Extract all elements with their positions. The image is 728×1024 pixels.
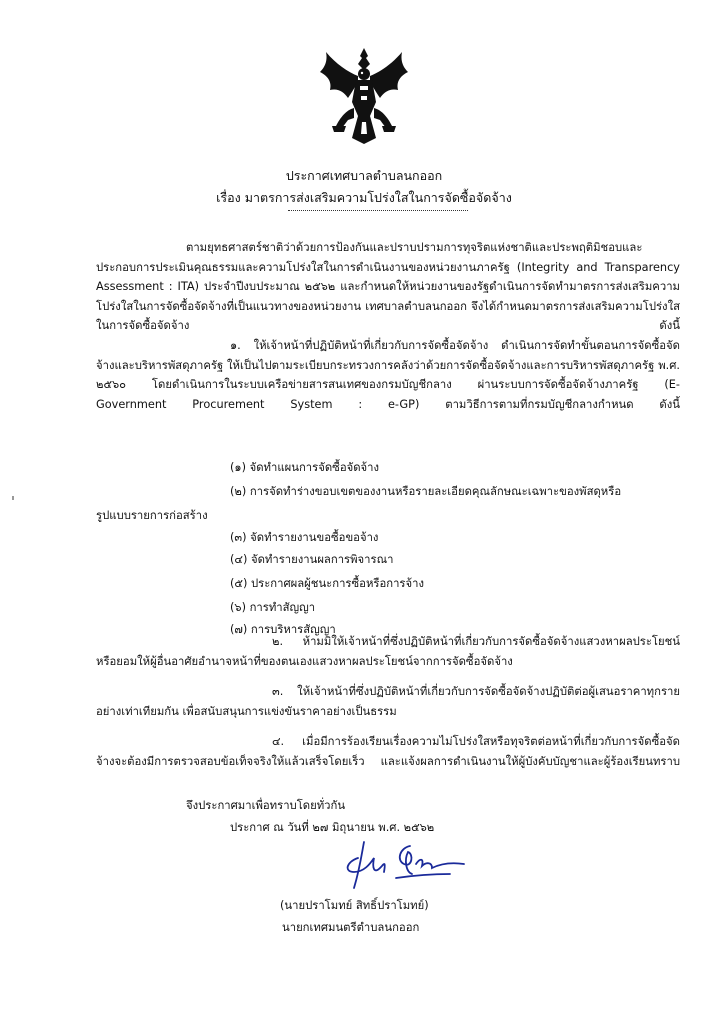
signer-position: นายกเทศมนตรีตำบลนกออก xyxy=(282,921,420,934)
subitem-6: (๖) การทำสัญญา xyxy=(230,601,316,614)
subitem-4: (๔) จัดทำรายงานผลการพิจารณา xyxy=(230,553,394,566)
closing-line: จึงประกาศมาเพื่อทราบโดยทั่วกัน xyxy=(186,799,346,812)
subitem-3: (๓) จัดทำรายงานขอซื้อขอจ้าง xyxy=(230,531,379,544)
item-4-paragraph: ๔. เมื่อมีการร้องเรียนเรื่องความไม่โปร่งใสหรือทุจริตต่อหน้าที่เกี่ยวกับการจัดซื้อจัดจ้างจะต้องมีการตรวจสอบข้อเท็จจริงให้แล้วเสร็จโดยเร็ว และแจ้งผลการดำเนินงานให้ผู้บังคับบัญชาและผู้ร้องเรียนทราบ xyxy=(96,735,680,768)
separator-dots xyxy=(288,210,468,217)
subitem-5: (๕) ประกาศผลผู้ชนะการซื้อหรือการจ้าง xyxy=(230,577,424,590)
intro-paragraph: ตามยุทธศาสตร์ชาติว่าด้วยการป้องกันและปราบปรามการทุจริตแห่งชาติและประพฤติมิชอบและประกอบการประเมินคุณธรรมและความโปร่งใสในการดำเนินงานของหน่วยงานภาครัฐ (Integrity and Transparency Assessment : ITA) ประจำปีงบประมาณ ๒๕๖๒ และกำหนดให้หน่วยงานของรัฐดำเนินการจัดทำมาตรการส่งเสริมความโปร่งใสในการจัดซื้อจัดจ้างที่เป็นแนวทางของหน่วยงาน เทศบาลตำบลนกออก จึงได้กำหนดมาตรการส่งเสริมความโปร่งใสในการจัดซื้อจัดจ้าง ดังนี้ xyxy=(96,241,680,333)
handwritten-signature xyxy=(340,838,468,892)
subitem-1: (๑) จัดทำแผนการจัดซื้อจัดจ้าง xyxy=(230,461,380,474)
announcement-org: ประกาศเทศบาลตำบลนกออก xyxy=(285,168,443,183)
garuda-emblem xyxy=(318,46,410,146)
subitem-7: (๗) การบริหารสัญญา xyxy=(230,623,336,636)
item-3-paragraph: ๓. ให้เจ้าหน้าที่ซึ่งปฏิบัติหน้าที่เกี่ยวกับการจัดซื้อจัดจ้างปฏิบัติต่อผู้เสนอราคาทุกรายอย่างเท่าเทียมกัน เพื่อสนับสนุนการแข่งขันราคาอย่างเป็นธรรม xyxy=(96,685,680,718)
date-line: ประกาศ ณ วันที่ ๒๗ มิถุนายน พ.ศ. ๒๕๖๒ xyxy=(230,821,435,834)
subitem-2-continued: รูปแบบรายการก่อสร้าง xyxy=(96,509,208,522)
signer-name: (นายปราโมทย์ สิทธิ์ปราโมทย์) xyxy=(280,899,429,912)
item-1-paragraph: ๑. ให้เจ้าหน้าที่ปฏิบัติหน้าที่เกี่ยวกับการจัดซื้อจัดจ้าง ดำเนินการจัดทำขั้นตอนการจัดซื้อจัดจ้างและบริหารพัสดุภาครัฐ ให้เป็นไปตามระเบียบกระทรวงการคลังว่าด้วยการจัดซื้อจัดจ้างและการบริหารพัสดุภาครัฐ พ.ศ. ๒๕๖๐ โดยดำเนินการในระบบเครือข่ายสารสนเทศของกรมบัญชีกลาง ผ่านระบบการจัดซื้อจัดจ้างภาครัฐ (E-Government Procurement System : e-GP) ตามวิธีการตามที่กรมบัญชีกลางกำหนด ดังนี้ xyxy=(96,339,680,411)
announcement-subject: เรื่อง มาตรการส่งเสริมความโปร่งใสในการจัดซื้อจัดจ้าง xyxy=(216,190,512,205)
subitem-2: (๒) การจัดทำร่างขอบเขตของงานหรือรายละเอียดคุณลักษณะเฉพาะของพัสดุหรือ xyxy=(230,485,622,498)
item-2-paragraph: ๒. ห้ามมิให้เจ้าหน้าที่ซึ่งปฏิบัติหน้าที่เกี่ยวกับการจัดซื้อจัดจ้างแสวงหาผลประโยชน์หรือยอมให้ผู้อื่นอาศัยอำนาจหน้าที่ของตนเองแสวงหาผลประโยชน์จากการจัดซื้อจัดจ้าง xyxy=(96,635,680,668)
scan-artifact xyxy=(12,496,14,500)
